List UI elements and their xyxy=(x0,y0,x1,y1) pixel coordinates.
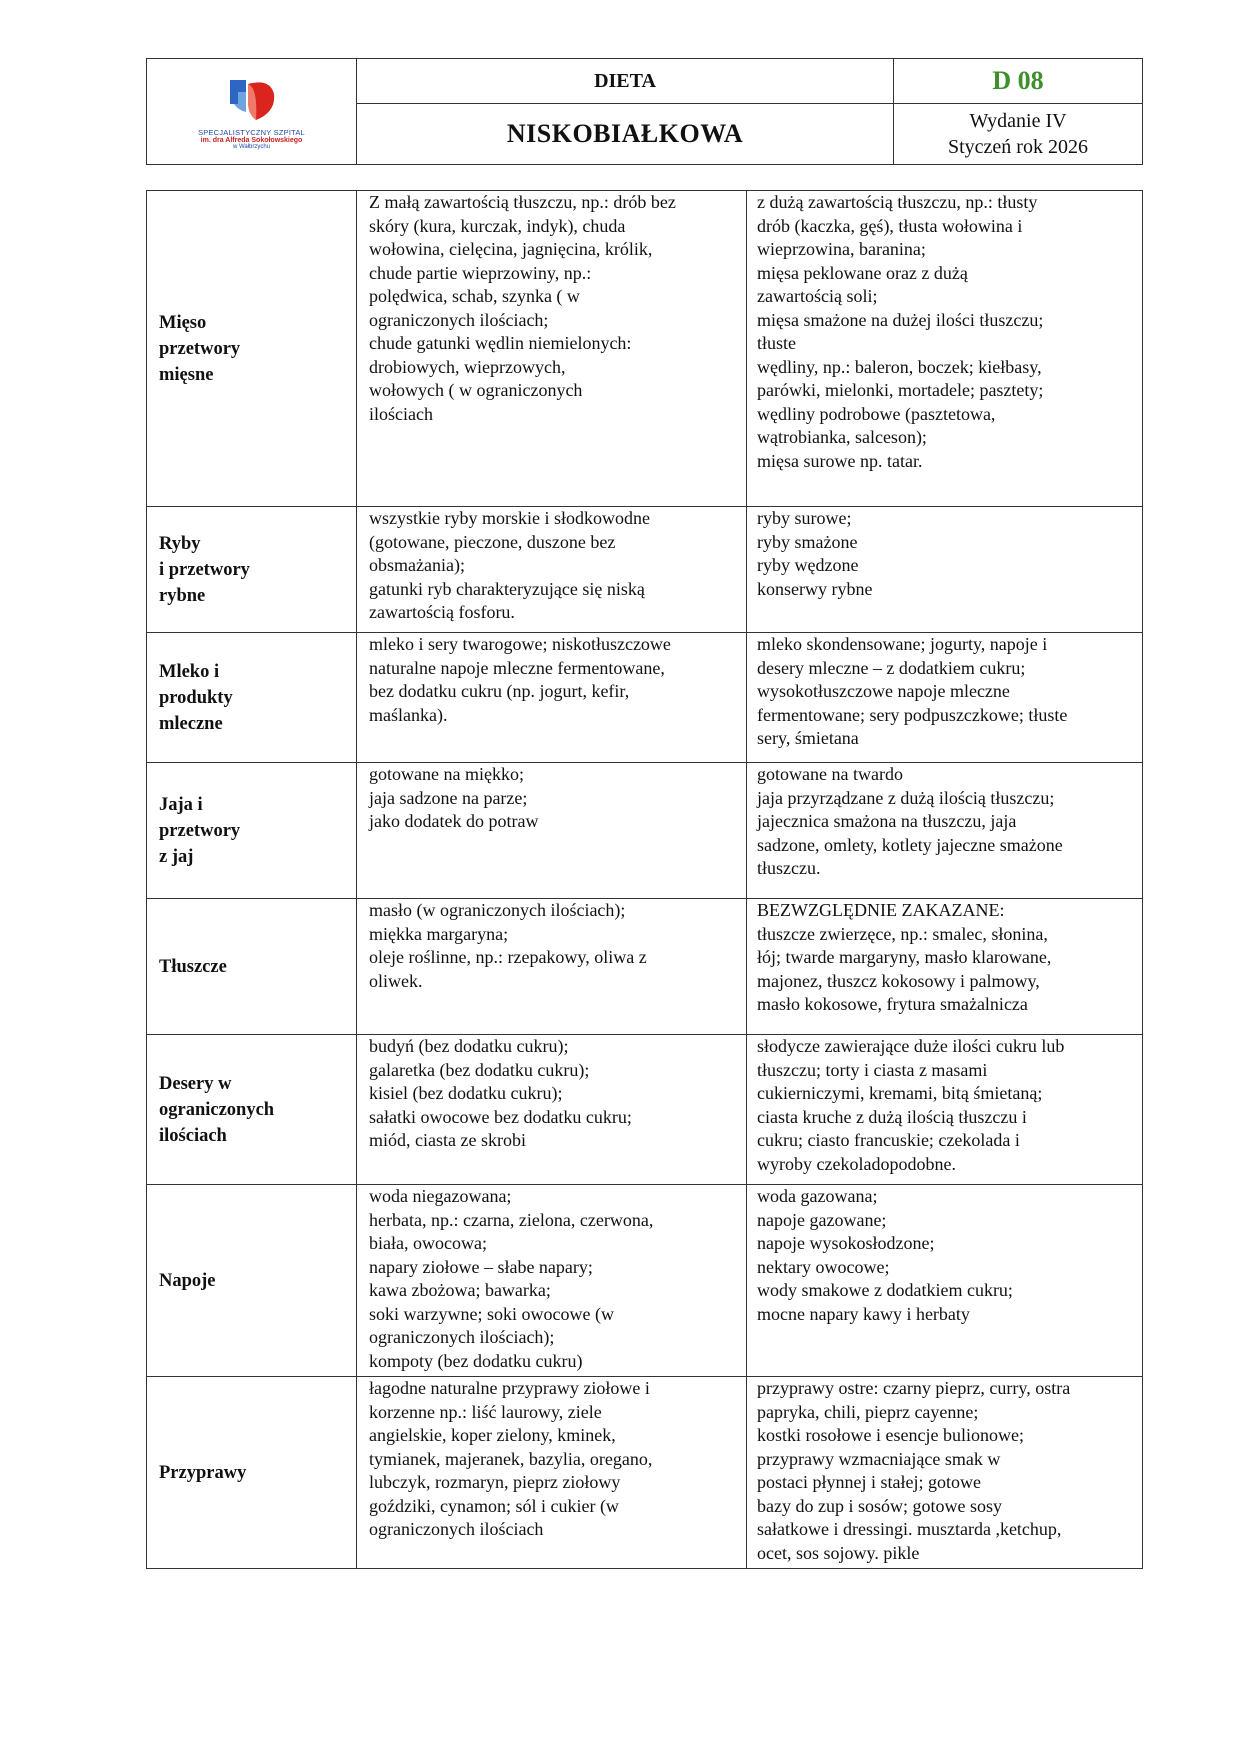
table-row xyxy=(147,899,1143,1035)
recommended-cell-line: kawa zbożowa; bawarka; xyxy=(369,1280,551,1300)
recommended-cell-line: korzenne np.: liść laurowy, ziele xyxy=(369,1401,602,1422)
recommended-cell-line: ograniczonych ilościach; xyxy=(369,309,549,330)
forbidden-cell xyxy=(747,1377,1143,1569)
recommended-cell-line: oliwek. xyxy=(369,970,423,991)
header-title-cell xyxy=(357,104,894,165)
category-cell-line: Przyprawy xyxy=(159,1462,247,1483)
table-row xyxy=(147,1185,1143,1377)
forbidden-cell-line: jajecznica smażona na tłuszczu, jaja xyxy=(757,811,1017,831)
category-cell xyxy=(147,1185,357,1377)
forbidden-cell xyxy=(747,1035,1143,1185)
category-cell xyxy=(147,899,357,1035)
recommended-cell xyxy=(357,1035,747,1185)
forbidden-cell-line: wędliny, np.: baleron, boczek; kiełbasy, xyxy=(757,356,1042,377)
recommended-cell-line: łagodne naturalne przyprawy ziołowe i xyxy=(369,1378,650,1398)
forbidden-cell-line: gotowane na twardo xyxy=(757,764,903,784)
forbidden-cell xyxy=(747,507,1143,633)
logo-cell xyxy=(147,59,357,165)
forbidden-cell-line: nektary owocowe; xyxy=(757,1256,890,1277)
recommended-cell-line: gatunki ryb charakteryzujące się niską xyxy=(369,578,645,599)
category-cell-line: Ryby xyxy=(159,533,201,554)
forbidden-cell-line: kostki rosołowe i esencje bulionowe; xyxy=(757,1425,1024,1445)
recommended-cell-line: wszystkie ryby morskie i słodkowodne xyxy=(369,508,650,528)
category-cell-line: Mleko i xyxy=(159,661,220,682)
recommended-cell-line: skóry (kura, kurczak, indyk), chuda xyxy=(369,215,626,236)
table-row xyxy=(147,763,1143,899)
forbidden-cell-line: desery mleczne – z dodatkiem cukru; xyxy=(757,657,1026,678)
edition-date: Styczeń rok 2026 xyxy=(948,136,1088,158)
forbidden-cell-line: sałatkowe i dressingi. musztarda ,ketchup, xyxy=(757,1519,1062,1539)
category-cell xyxy=(147,633,357,763)
recommended-cell-line: miękka margaryna; xyxy=(369,923,509,944)
forbidden-cell-line: tłuste xyxy=(757,333,796,353)
recommended-cell-line: obsmażania); xyxy=(369,555,465,575)
header-edition-cell xyxy=(894,104,1143,165)
recommended-cell-line: herbata, np.: czarna, zielona, czerwona, xyxy=(369,1209,654,1230)
category-cell-line: Mięso xyxy=(159,312,207,333)
logo-line-2: im. dra Alfreda Sokołowskiego xyxy=(200,136,303,144)
recommended-cell-line: soki warzywne; soki owocowe (w xyxy=(369,1303,614,1324)
recommended-cell-line: ilościach xyxy=(369,403,433,424)
forbidden-cell-line: BEZWZGLĘDNIE ZAKAZANE: xyxy=(757,900,1005,920)
recommended-cell-line: goździki, cynamon; sól i cukier (w xyxy=(369,1495,619,1516)
category-cell-line: mleczne xyxy=(159,713,223,734)
forbidden-cell-line: napoje gazowane; xyxy=(757,1209,887,1230)
forbidden-cell xyxy=(747,191,1143,507)
category-cell-line: Tłuszcze xyxy=(159,956,227,977)
forbidden-cell-line: drób (kaczka, gęś), tłusta wołowina i xyxy=(757,215,1023,236)
forbidden-cell-line: parówki, mielonki, mortadele; pasztety; xyxy=(757,380,1044,400)
forbidden-cell-line: jaja przyrządzane z dużą ilością tłuszczu; xyxy=(757,787,1055,808)
table-row xyxy=(147,507,1143,633)
recommended-cell-line: kompoty (bez dodatku cukru) xyxy=(369,1350,583,1371)
recommended-cell xyxy=(357,633,747,763)
forbidden-cell-line: tłuszczu; torty i ciasta z masami xyxy=(757,1059,988,1080)
recommended-cell-line: chude partie wieprzowiny, np.: xyxy=(369,262,592,283)
forbidden-cell-line: cukierniczymi, kremami, bitą śmietaną; xyxy=(757,1083,1043,1103)
forbidden-cell-line: papryka, chili, pieprz cayenne; xyxy=(757,1401,979,1422)
recommended-cell-line: budyń (bez dodatku cukru); xyxy=(369,1036,569,1056)
logo-line-3: w Wałbrzychu xyxy=(232,143,271,150)
recommended-cell-line: sałatki owocowe bez dodatku cukru; xyxy=(369,1106,632,1127)
forbidden-cell-line: z dużą zawartością tłuszczu, np.: tłusty xyxy=(757,192,1038,212)
forbidden-cell-line: wysokotłuszczowe napoje mleczne xyxy=(757,681,1010,701)
recommended-cell xyxy=(357,899,747,1035)
forbidden-cell xyxy=(747,899,1143,1035)
recommended-cell-line: gotowane na miękko; xyxy=(369,764,524,784)
edition-label: Wydanie IV xyxy=(969,110,1067,132)
category-cell xyxy=(147,1377,357,1569)
recommended-cell-line: woda niegazowana; xyxy=(369,1186,512,1206)
recommended-cell-line: miód, ciasta ze skrobi xyxy=(369,1130,526,1150)
forbidden-cell-line: cukru; ciasto francuskie; czekolada i xyxy=(757,1130,1020,1150)
forbidden-cell-line: sadzone, omlety, kotlety jajeczne smażone xyxy=(757,834,1063,855)
table-row xyxy=(147,1377,1143,1569)
diet-title: NISKOBIAŁKOWA xyxy=(506,119,744,148)
recommended-cell-line: naturalne napoje mleczne fermentowane, xyxy=(369,657,665,678)
category-cell-line: przetwory xyxy=(159,338,241,359)
table-row xyxy=(147,633,1143,763)
hospital-emblem-icon xyxy=(224,74,280,126)
forbidden-cell-line: zawartością soli; xyxy=(757,286,878,306)
forbidden-cell-line: napoje wysokosłodzone; xyxy=(757,1233,935,1253)
recommended-cell-line: masło (w ograniczonych ilościach); xyxy=(369,900,626,920)
recommended-cell-line: tymianek, majeranek, bazylia, oregano, xyxy=(369,1448,653,1469)
forbidden-cell-line: przyprawy wzmacniające smak w xyxy=(757,1448,1001,1469)
recommended-cell xyxy=(357,763,747,899)
forbidden-cell-line: majonez, tłuszcz kokosowy i palmowy, xyxy=(757,970,1040,991)
forbidden-cell-line: tłuszcze zwierzęce, np.: smalec, słonina, xyxy=(757,923,1048,944)
recommended-cell-line: wołowych ( w ograniczonych xyxy=(369,380,583,400)
recommended-cell-line: (gotowane, pieczone, duszone bez xyxy=(369,531,616,552)
forbidden-cell-line: mocne napary kawy i herbaty xyxy=(757,1303,970,1324)
category-cell-line: Napoje xyxy=(159,1270,216,1291)
table-row xyxy=(147,191,1143,507)
header-code-cell xyxy=(894,59,1143,104)
forbidden-cell-line: tłuszczu. xyxy=(757,858,821,878)
recommended-cell-line: galaretka (bez dodatku cukru); xyxy=(369,1059,590,1080)
category-cell-line: ograniczonych xyxy=(159,1099,275,1120)
category-cell-line: Desery w xyxy=(159,1073,232,1094)
forbidden-cell-line: wieprzowina, baranina; xyxy=(757,239,926,259)
recommended-cell-line: jaja sadzone na parze; xyxy=(369,787,528,808)
recommended-cell-line: kisiel (bez dodatku cukru); xyxy=(369,1083,563,1103)
forbidden-cell-line: ryby wędzone xyxy=(757,555,859,575)
forbidden-cell xyxy=(747,633,1143,763)
category-cell xyxy=(147,763,357,899)
category-cell-line: produkty xyxy=(159,687,233,708)
recommended-cell-line: wołowina, cielęcina, jagnięcina, królik, xyxy=(369,239,653,259)
document-code: D 08 xyxy=(992,66,1044,95)
recommended-cell xyxy=(357,1377,747,1569)
recommended-cell-line: bez dodatku cukru (np. jogurt, kefir, xyxy=(369,681,630,701)
category-cell-line: Jaja i xyxy=(159,794,203,815)
category-cell-line: z jaj xyxy=(159,846,194,867)
forbidden-cell-line: mięsa surowe np. tatar. xyxy=(757,450,923,471)
header-label-cell xyxy=(357,59,894,104)
recommended-cell-line: jako dodatek do potraw xyxy=(369,811,539,831)
forbidden-cell-line: konserwy rybne xyxy=(757,578,873,599)
category-cell-line: przetwory xyxy=(159,820,241,841)
recommended-cell-line: lubczyk, rozmaryn, pieprz ziołowy xyxy=(369,1472,621,1492)
forbidden-cell-line: masło kokosowe, frytura smażalnicza xyxy=(757,994,1028,1014)
recommended-cell xyxy=(357,191,747,507)
forbidden-cell-line: ryby surowe; xyxy=(757,508,852,528)
forbidden-cell-line: wyroby czekoladopodobne. xyxy=(757,1153,956,1174)
recommended-cell xyxy=(357,507,747,633)
forbidden-cell-line: bazy do zup i sosów; gotowe sosy xyxy=(757,1495,1002,1516)
recommended-cell-line: polędwica, schab, szynka ( w xyxy=(369,286,580,306)
category-cell xyxy=(147,191,357,507)
recommended-cell-line: mleko i sery twarogowe; niskotłuszczowe xyxy=(369,634,671,654)
document-header xyxy=(146,58,1143,165)
forbidden-cell-line: mleko skondensowane; jogurty, napoje i xyxy=(757,634,1048,654)
header-label: DIETA xyxy=(594,69,656,92)
logo-line-1: SPECJALISTYCZNY SZPITAL xyxy=(198,127,305,137)
category-cell-line: ilościach xyxy=(159,1125,227,1146)
forbidden-cell-line: postaci płynnej i stałej; gotowe xyxy=(757,1472,981,1492)
forbidden-cell-line: mięsa peklowane oraz z dużą xyxy=(757,262,968,283)
recommended-cell-line: biała, owocowa; xyxy=(369,1233,487,1253)
forbidden-cell-line: wody smakowe z dodatkiem cukru; xyxy=(757,1280,1013,1300)
forbidden-cell-line: łój; twarde margaryny, masło klarowane, xyxy=(757,947,1052,967)
forbidden-cell xyxy=(747,1185,1143,1377)
recommended-cell-line: zawartością fosforu. xyxy=(369,602,515,622)
recommended-cell-line: angielskie, koper zielony, kminek, xyxy=(369,1425,616,1445)
forbidden-cell-line: mięsa smażone na dużej ilości tłuszczu; xyxy=(757,309,1044,330)
recommended-cell-line: drobiowych, wieprzowych, xyxy=(369,356,566,377)
category-cell xyxy=(147,1035,357,1185)
forbidden-cell-line: ryby smażone xyxy=(757,531,858,552)
forbidden-cell xyxy=(747,763,1143,899)
category-cell-line: i przetwory xyxy=(159,559,250,580)
recommended-cell-line: ograniczonych ilościach xyxy=(369,1519,544,1539)
forbidden-cell-line: wędliny podrobowe (pasztetowa, xyxy=(757,403,996,424)
forbidden-cell-line: woda gazowana; xyxy=(757,1186,878,1206)
category-cell xyxy=(147,507,357,633)
forbidden-cell-line: sery, śmietana xyxy=(757,728,859,748)
forbidden-cell-line: ciasta kruche z dużą ilością tłuszczu i xyxy=(757,1106,1027,1127)
recommended-cell xyxy=(357,1185,747,1377)
forbidden-cell-line: fermentowane; sery podpuszczkowe; tłuste xyxy=(757,704,1068,725)
recommended-cell-line: oleje roślinne, np.: rzepakowy, oliwa z xyxy=(369,947,647,967)
table-row xyxy=(147,1035,1143,1185)
recommended-cell-line: napary ziołowe – słabe napary; xyxy=(369,1256,593,1277)
category-cell-line: mięsne xyxy=(159,364,214,385)
recommended-cell-line: maślanka). xyxy=(369,704,448,725)
forbidden-cell-line: przyprawy ostre: czarny pieprz, curry, ostra xyxy=(757,1378,1071,1398)
forbidden-cell-line: ocet, sos sojowy. pikle xyxy=(757,1542,920,1563)
recommended-cell-line: chude gatunki wędlin niemielonych: xyxy=(369,333,632,353)
forbidden-cell-line: wątrobianka, salceson); xyxy=(757,427,927,447)
recommended-cell-line: ograniczonych ilościach); xyxy=(369,1327,555,1347)
category-cell-line: rybne xyxy=(159,585,206,606)
diet-table xyxy=(146,190,1143,1569)
recommended-cell-line: Z małą zawartością tłuszczu, np.: drób bez xyxy=(369,192,676,212)
forbidden-cell-line: słodycze zawierające duże ilości cukru lub xyxy=(757,1036,1065,1056)
hospital-logo xyxy=(147,74,356,150)
